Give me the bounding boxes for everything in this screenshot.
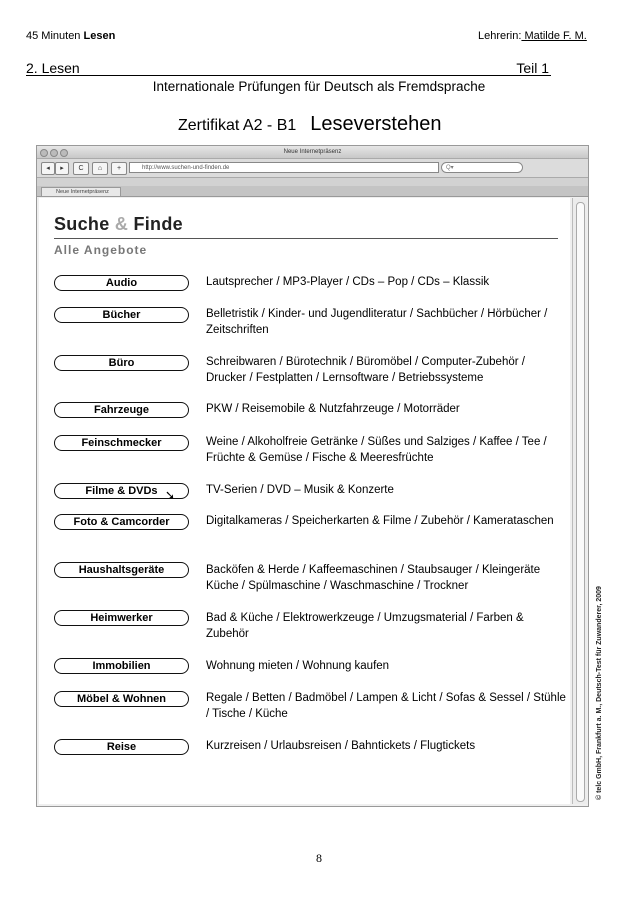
category-desc-haushaltsgeraete: Backöfen & Herde / Kaffeemaschinen / Staubsauger / Kleingeräte Küche / Spülmaschine / Waschmaschine / Trockner bbox=[206, 564, 541, 592]
logo-ampersand: & bbox=[109, 214, 134, 234]
back-button[interactable]: ◂ bbox=[41, 162, 55, 175]
category-button-buecher[interactable]: Bücher bbox=[54, 307, 189, 323]
browser-screenshot bbox=[36, 145, 589, 807]
forward-button[interactable]: ▸ bbox=[55, 162, 69, 175]
certificate-title: Leseverstehen bbox=[310, 113, 442, 135]
add-bookmark-button[interactable]: + bbox=[111, 162, 127, 175]
copyright-notice: © telc GmbH, Frankfurt a. M., Deutsch-Test für Zuwanderer, 2009 bbox=[596, 586, 603, 800]
category-button-foto-camcorder[interactable]: Foto & Camcorder bbox=[54, 514, 189, 530]
category-button-audio[interactable]: Audio bbox=[54, 275, 189, 291]
category-button-filme-dvds[interactable]: Filme & DVDs bbox=[54, 483, 189, 499]
window-title: Neue Internetpräsenz bbox=[283, 149, 342, 155]
scrollbar-thumb[interactable] bbox=[576, 202, 585, 802]
certificate-level: Zertifikat A2 - B1 bbox=[178, 117, 297, 134]
offers-heading: Alle Angebote bbox=[54, 243, 148, 257]
header-teacher bbox=[478, 30, 587, 42]
category-button-immobilien[interactable]: Immobilien bbox=[54, 658, 189, 674]
header-teacher-name: Matilde F. M. bbox=[521, 30, 587, 42]
browser-titlebar bbox=[37, 146, 588, 159]
header-teacher-label: Lehrerin: bbox=[478, 30, 522, 42]
category-button-fahrzeuge[interactable]: Fahrzeuge bbox=[54, 402, 189, 418]
header-course bbox=[26, 30, 115, 42]
reload-button[interactable]: C bbox=[73, 162, 89, 175]
category-desc-filme-dvds: TV-Serien / DVD – Musik & Konzerte bbox=[206, 484, 394, 496]
logo-second: Finde bbox=[133, 214, 183, 234]
home-button[interactable]: ⌂ bbox=[92, 162, 108, 175]
browser-tab[interactable]: Neue Internetpräsenz bbox=[41, 187, 121, 196]
web-page bbox=[39, 198, 570, 804]
category-button-moebel-wohnen[interactable]: Möbel & Wohnen bbox=[54, 691, 189, 707]
exam-subtitle: Internationale Prüfungen für Deutsch als Fremdsprache bbox=[152, 79, 486, 94]
bookmarks-bar bbox=[37, 178, 588, 186]
close-window-icon[interactable] bbox=[40, 149, 48, 157]
tab-bar bbox=[37, 186, 588, 197]
category-desc-audio: Lautsprecher / MP3-Player / CDs – Pop / CDs – Klassik bbox=[206, 276, 490, 288]
site-logo bbox=[54, 214, 183, 235]
category-desc-feinschmecker: Weine / Alkoholfreie Getränke / Süßes und Salziges / Kaffee / Tee / Früchte & Gemüse / Fische & Meeresfrüchte bbox=[206, 436, 547, 464]
category-button-haushaltsgeraete[interactable]: Haushaltsgeräte bbox=[54, 562, 189, 578]
category-desc-foto-camcorder: Digitalkameras / Speicherkarten & Filme / Zubehör / Kamerataschen bbox=[206, 515, 554, 527]
category-desc-buero: Schreibwaren / Bürotechnik / Büromöbel / Computer-Zubehör / Drucker / Festplatten / Lernsoftware / Betriebssysteme bbox=[206, 356, 525, 384]
search-field[interactable]: Q▾ bbox=[441, 162, 523, 173]
section-title: 2. Lesen bbox=[26, 60, 80, 76]
url-input[interactable]: http://www.suchen-und-finden.de bbox=[129, 162, 439, 173]
minimize-window-icon[interactable] bbox=[50, 149, 58, 157]
category-desc-buecher: Belletristik / Kinder- und Jugendliteratur / Sachbücher / Hörbücher / Zeitschriften bbox=[206, 308, 548, 336]
logo-first: Suche bbox=[54, 214, 110, 234]
mouse-cursor-icon: ➘ bbox=[165, 488, 176, 502]
category-button-buero[interactable]: Büro bbox=[54, 355, 189, 371]
category-desc-reise: Kurzreisen / Urlaubsreisen / Bahntickets / Flugtickets bbox=[206, 740, 476, 752]
category-desc-fahrzeuge: PKW / Reisemobile & Nutzfahrzeuge / Motorräder bbox=[206, 403, 460, 415]
category-button-reise[interactable]: Reise bbox=[54, 739, 189, 755]
zoom-window-icon[interactable] bbox=[60, 149, 68, 157]
header-divider bbox=[54, 238, 558, 239]
header-course-bold: Lesen bbox=[83, 30, 116, 42]
header-course-prefix: 45 Minuten bbox=[26, 30, 81, 42]
category-desc-immobilien: Wohnung mieten / Wohnung kaufen bbox=[206, 660, 390, 672]
page-number: 8 bbox=[316, 851, 322, 865]
category-button-feinschmecker[interactable]: Feinschmecker bbox=[54, 435, 189, 451]
category-desc-heimwerker: Bad & Küche / Elektrowerkzeuge / Umzugsmaterial / Farben & Zubehör bbox=[206, 612, 524, 640]
category-desc-moebel-wohnen: Regale / Betten / Badmöbel / Lampen & Licht / Sofas & Sessel / Stühle / Tische / Küche bbox=[206, 692, 566, 720]
section-part: Teil 1 bbox=[516, 60, 549, 76]
browser-toolbar bbox=[37, 159, 588, 178]
section-heading bbox=[26, 61, 551, 76]
vertical-scrollbar[interactable] bbox=[572, 198, 587, 804]
category-button-heimwerker[interactable]: Heimwerker bbox=[54, 610, 189, 626]
certificate-heading bbox=[178, 113, 441, 136]
